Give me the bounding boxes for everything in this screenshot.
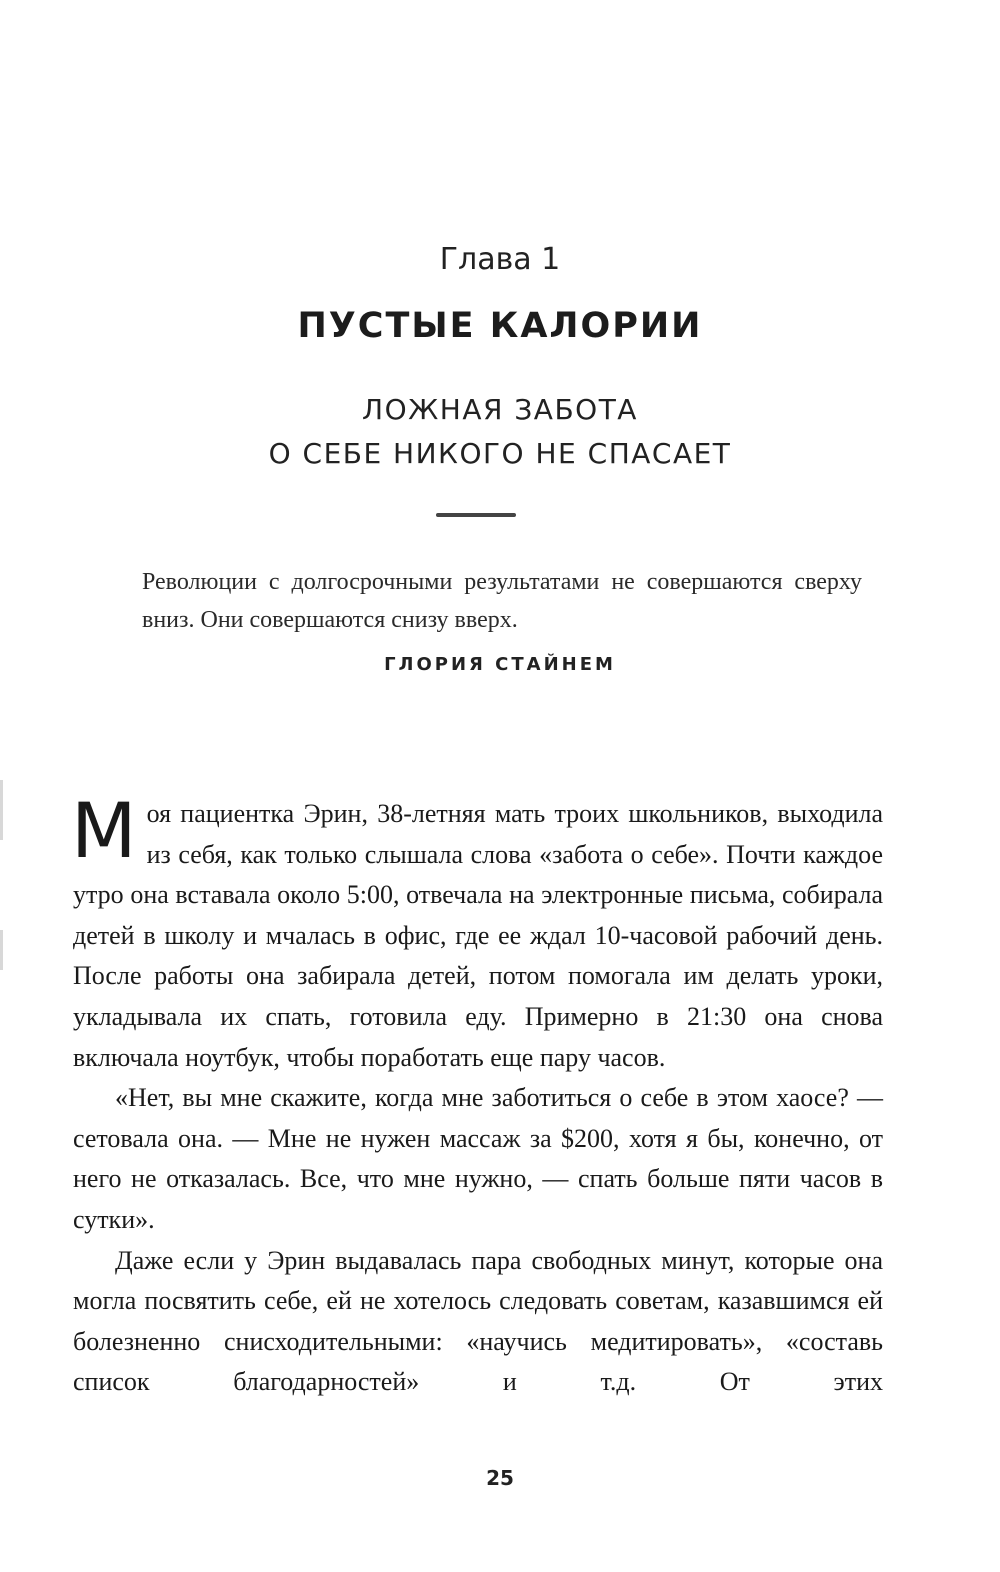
subtitle-line: О СЕБЕ НИКОГО НЕ СПАСАЕТ: [268, 437, 732, 470]
chapter-label: Глава 1: [439, 242, 561, 277]
paragraph: «Нет, вы мне скажите, когда мне заботиться о себе в этом хаосе? — сетовала она. — Мне не нужен массаж за $200, хотя я бы, конечно, от него не отказалась. Все, что мне нужно, — спать больше пяти часов в сутки».: [73, 1083, 883, 1234]
subtitle-line: ЛОЖНАЯ ЗАБОТА: [362, 393, 638, 426]
epigraph-author: ГЛОРИЯ СТАЙНЕМ: [384, 654, 616, 675]
page-number: 25: [486, 1466, 514, 1490]
drop-cap: М: [71, 786, 137, 875]
chapter-title: ПУСТЫЕ КАЛОРИИ: [297, 306, 703, 346]
body-text: [71, 786, 883, 1403]
paragraph: Даже если у Эрин выдавалась пара свободных минут, которые она могла посвятить себе, ей не хотелось следовать советам, казавшимся ей болезненно снисходительными: «научись медитировать», «составь список благодарностей» и т.д. От этих: [73, 1245, 883, 1397]
paragraph: [71, 786, 883, 1078]
page-edge-shadow: [0, 930, 3, 970]
paragraph-text: оя пациентка Эрин, 38-летняя мать троих школьников, выходила из себя, как только слышала слова «забота о себе». Почти каждое утро она вставала около 5:00, отвечала на электронные письма, собирала детей в школу и мчалась в офис, где ее ждал 10-часовой рабочий день. После работы она забирала детей, потом помогала им делать уроки, укладывала их спать, готовила еду. Примерно в 21:30 она снова включала ноутбук, чтобы поработать еще пару часов.: [73, 799, 883, 1072]
epigraph-quote: Революции с долгосрочными результатами не совершаются сверху вниз. Они совершаются снизу вверх.: [142, 569, 862, 633]
page-edge-shadow: [0, 780, 3, 840]
chapter-subtitle: [0, 388, 1000, 476]
ornament-divider: [436, 513, 516, 517]
